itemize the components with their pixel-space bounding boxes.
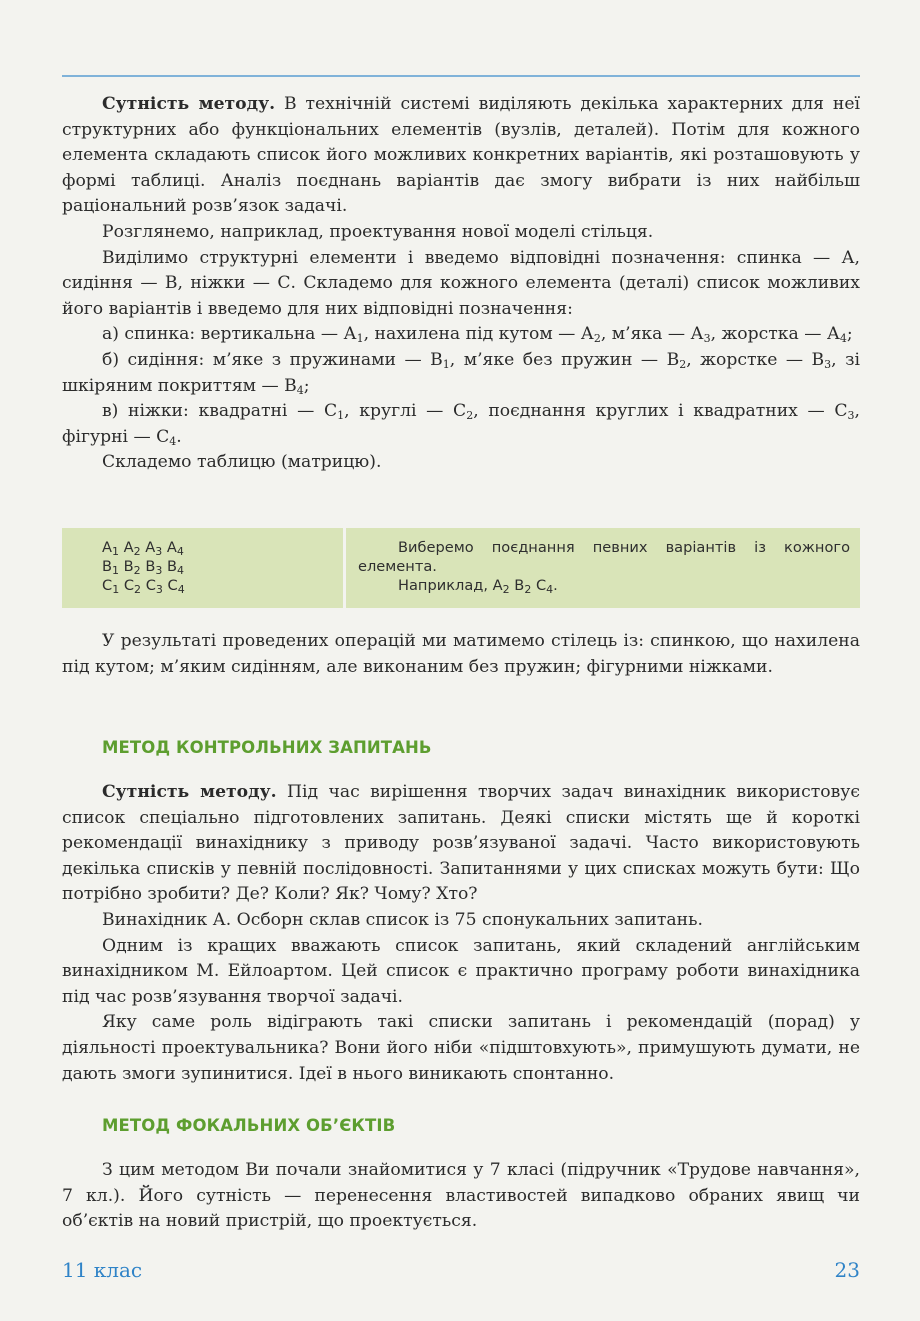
page-number: 23 [834, 1258, 860, 1282]
paragraph-lead: Сутність методу. [102, 94, 276, 114]
paragraph: У результаті проведених операцій ми матимемо стілець із: спинкою, що нахилена під кутом; м’яким сидінням, але виконаним без пружин; фігурними ніжками. [62, 631, 860, 677]
paragraph: Одним із кращих вважають список запитань, який складений англійським винахідником М. Ейлоартом. Цей список є практично програму роботи винахідника під час розв’язування творчої задачі. [62, 935, 860, 1007]
section-morphology-result [62, 629, 860, 680]
matrix-row-a: $A_1$ $A_2$ $A_3$ $A_4$ [102, 539, 184, 558]
section-control-questions-text [62, 780, 860, 1087]
matrix-explanation: Виберемо поєднання певних варіантів із кожного елемента. [358, 539, 850, 575]
matrix-row-b: $B_1$ $B_2$ $B_3$ $B_4$ [102, 558, 184, 577]
list-item-back: а) спинка: вертикальна — $А_1$, нахилена під кутом — $А_2$, м’яка — $А_3$, жорстка — $А_4$; [102, 324, 853, 346]
paragraph: Яку саме роль відіграють такі списки запитань і рекомендацій (порад) у діяльності проектувальника? Вони його ніби «підштовхують», примушують думати, не дають змоги зупинитися. Ідеї в нього виникають спонтанно. [62, 1012, 860, 1084]
morphology-matrix [62, 528, 860, 608]
paragraph: Виділимо структурні елементи і введемо відповідні позначення: спинка — А, сидіння — В, ніжки — С. Складемо для кожного елемента (деталі) список можливих його варіантів і введемо для них відповідні позначення: [62, 247, 860, 319]
footer-class-label: 11 клас [62, 1258, 143, 1282]
section-morphology-text [62, 92, 860, 476]
matrix-row-c: $C_1$ $C_2$ $C_3$ $C_4$ [102, 577, 185, 596]
matrix-variants-cell [62, 528, 343, 608]
paragraph-lead: Сутність методу. [102, 782, 277, 802]
paragraph: Сутність методу. В технічній системі виділяють декілька характерних для неї структурних або функціональних елементів (вузлів, деталей). Потім для кожного елемента складають список його можливих конкретних варіантів, які розташовують у формі таблиці. Аналіз поєднань варіантів дає змогу вибрати із них найбільш раціональний розв’язок задачі. [62, 94, 860, 217]
top-rule [62, 75, 860, 77]
paragraph: Винахідник А. Осборн склав список із 75 спонукальних запитань. [102, 909, 703, 930]
list-item-legs: в) ніжки: квадратні — $С_1$, круглі — $С_2$, поєднання круглих і квадратних — $С_3$, фігурні — $С_4$. [62, 401, 860, 448]
matrix-example: Наприклад, $A_2$ $B_2$ $C_4$. [398, 577, 558, 596]
paragraph: Складемо таблицю (матрицю). [102, 452, 382, 473]
paragraph: Розглянемо, наприклад, проектування нової моделі стільця. [102, 221, 654, 242]
paragraph: З цим методом Ви почали знайомитися у 7 класі (підручник «Трудове навчання», 7 кл.). Його сутність — перенесення властивостей випадково обраних явищ чи об’єктів на новий пристрій, що проектується. [62, 1160, 860, 1232]
section-focal-objects-text [62, 1158, 860, 1235]
paragraph: Сутність методу. Під час вирішення творчих задач винахідник використовує список спеціально підготовлених запитань. Деякі списки містять ще й короткі рекомендації винахіднику з приводу розв’язуваної задачі. Часто використовують декілька списків у певній послідовності. Запитаннями у цих списках можуть бути: Що потрібно зробити? Де? Коли? Як? Чому? Хто? [62, 782, 860, 905]
section-heading-control-questions: МЕТОД КОНТРОЛЬНИХ ЗАПИТАНЬ [102, 738, 432, 757]
list-item-seat: б) сидіння: м’яке з пружинами — $В_1$, м’яке без пружин — $В_2$, жорстке — $В_3$, зі шкіряним покриттям — $В_4$; [62, 349, 860, 397]
section-heading-focal-objects: МЕТОД ФОКАЛЬНИХ ОБ’ЄКТІВ [102, 1116, 396, 1135]
matrix-explanation-cell [346, 528, 860, 608]
